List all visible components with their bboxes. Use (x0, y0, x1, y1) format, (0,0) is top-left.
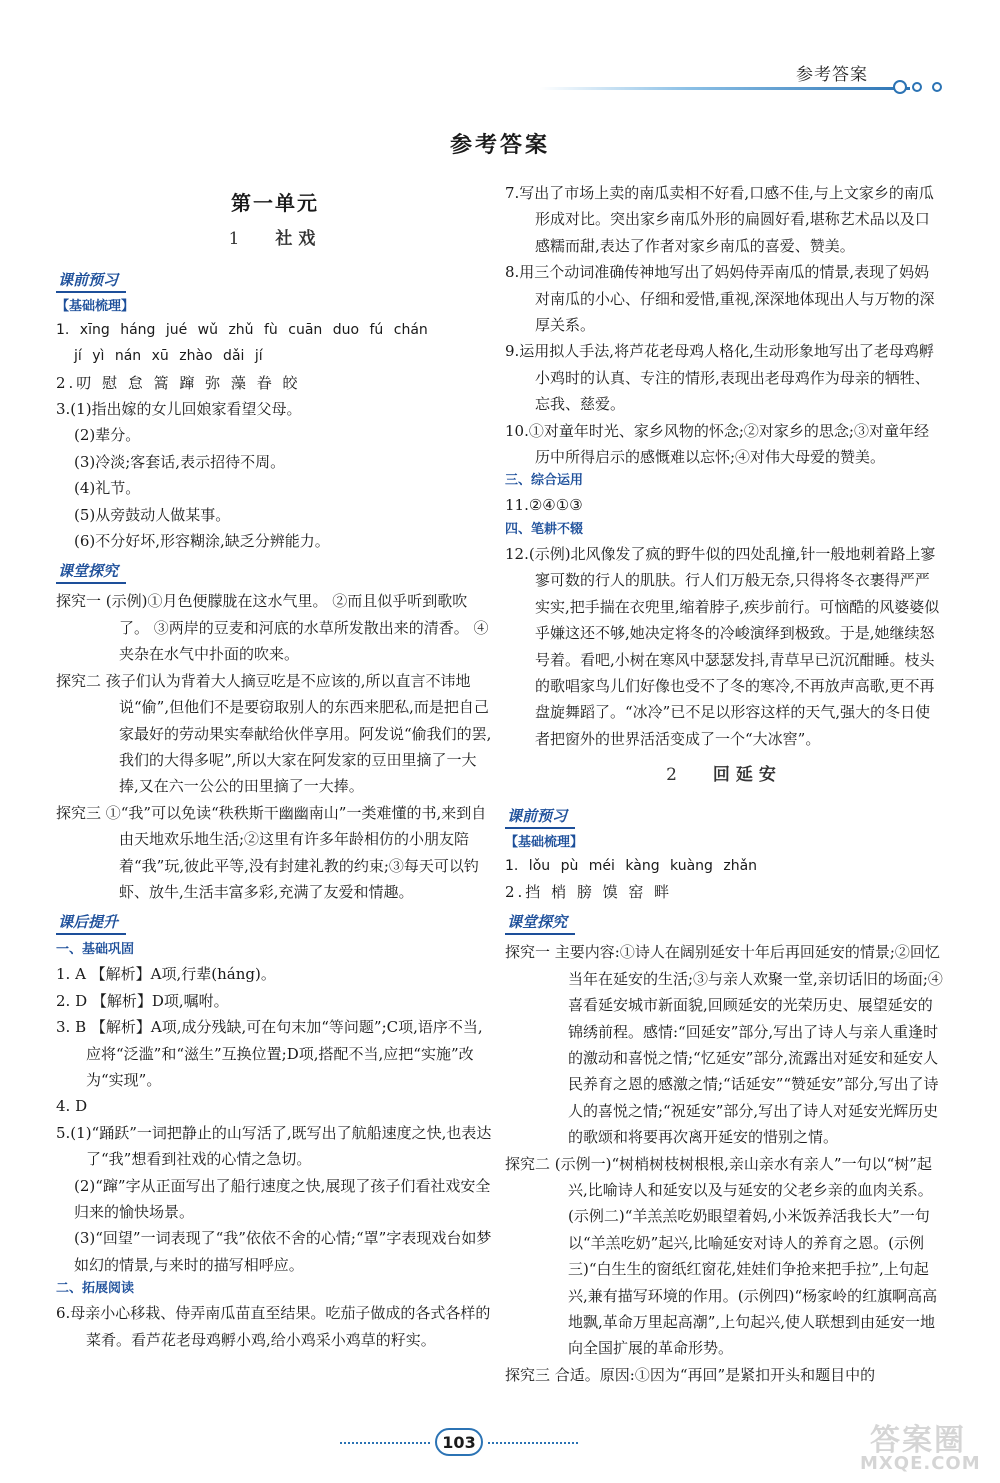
answer-line: 1. lǒu pù méi kàng kuàng zhǎn (505, 857, 758, 874)
footer-dotted-rule (340, 1442, 430, 1444)
lesson-title (505, 762, 943, 788)
answer-paragraph: 探究三 ①“我”可以免读“秩秩斯干幽幽南山”一类难懂的书,来到自由天地欢乐地生活;②这里有许多年龄相仿的小朋友陪着“我”玩,彼此平等,没有封建礼教的约束;③每天可以钓虾、放牛,生活丰富多彩,充满了友爱和情趣。 (56, 803, 487, 901)
watermark-url: MXQE.COM (860, 1453, 981, 1474)
answer-paragraph: 8.用三个动词准确传神地写出了妈妈侍弄南瓜的情景,表现了妈妈对南瓜的小心、仔细和爱惜,重视,深深地体现出人与万物的深厚关系。 (505, 263, 935, 335)
answer-line: (3)冷淡;客套话,表示招待不周。 (74, 452, 286, 471)
answer-paragraph: 探究一 (示例)①月色便朦胧在这水气里。 ②而且似乎听到歌吹了。 ③两岸的豆麦和河底的水草所发散出来的清香。 ④夹杂在水气中扑面的吹来。 (56, 592, 489, 664)
lesson-title (56, 226, 494, 252)
lesson-name: 回延安 (712, 765, 782, 786)
header-circle-icon (912, 82, 922, 92)
lesson-number: 1 (228, 229, 246, 250)
section-heading: 课前预习 (505, 805, 575, 829)
answer-line: 2.叨 慰 怠 篙 蹿 弥 藻 眷 皎 (56, 373, 301, 392)
page-title: 参考答案 (449, 133, 550, 158)
left-column (56, 182, 494, 1353)
answer-paragraph: 5.(1)“踊跃”一词把静止的山写活了,既写出了航船速度之快,也表达了“我”想看到社戏的心情之急切。 (56, 1123, 492, 1169)
unit-title: 第一单元 (231, 191, 319, 215)
answer-line: 1. A 【解析】A项,行辈(háng)。 (56, 965, 276, 984)
answer-paragraph: 3. B 【解析】A项,成分残缺,可在句末加“等问题”;C项,语序不当,应将“泛滥”和“滋生”互换位置;D项,搭配不当,应把“实施”改为“实现”。 (56, 1018, 483, 1089)
answer-paragraph: (2)“蹿”字从正面写出了船行速度之快,展现了孩子们看社戏安全归来的愉快场景。 (74, 1176, 491, 1221)
lesson-number: 2 (666, 765, 683, 786)
header-circle-icon (932, 82, 942, 92)
answer-paragraph: 探究二 孩子们认为背着大人摘豆吃是不应该的,所以直言不讳地说“偷”,但他们不是要窃取别人的东西来肥私,而是把自己家最好的劳动果实奉献给伙伴享用。阿发说“偷我们的罢,我们的大得多呢”,所以大家在阿发家的豆田里摘了一大捧,又在六一公公的田里摘了一大捧。 (56, 671, 492, 796)
answer-paragraph: 探究二 (示例一)“树梢树枝树根根,亲山亲水有亲人”一句以“树”起兴,比喻诗人和延安以及与延安的父老乡亲的血肉关系。(示例二)“羊羔羔吃奶眼望着妈,小米饭养活我长大”一句以“羊羔吃奶”起兴,比喻延安对诗人的养育之恩。(示例三)“白生生的窗纸红窗花,娃娃们争抢来把手拉”,上句起兴,兼有描写环境的作用。(示例四)“杨家岭的红旗啊高高地飘,革命万里起高潮”,上句起兴,使人联想到由延安一地向全国扩展的革命形势。 (505, 1154, 938, 1358)
subsection-heading: 四、笔耕不辍 (505, 521, 584, 537)
section-heading: 课前预习 (56, 269, 126, 293)
header-circle-icon (893, 80, 907, 94)
answer-paragraph: 12.(示例)北风像发了疯的野牛似的四处乱撞,针一般地刺着路上寥寥可数的行人的肌肤。行人们万般无奈,只得将冬衣裹得严严实实,把手揣在衣兜里,缩着脖子,疾步前行。可恼酷的风婆婆似乎嫌这还不够,她决定将冬的冷峻演绎到极致。于是,她继续怒号着。看吧,小树在寒风中瑟瑟发抖,青草早已沉沉酣睡。枝头的歌唱家鸟儿们好像也受不了冬的寒冷,不再放声高歌,更不再盘旋舞蹈了。“冰冷”已不足以形容这样的天气,强大的冬日使者把窗外的世界活活变成了一个“大冰窖”。 (505, 544, 940, 748)
section-heading: 课堂探究 (505, 911, 575, 935)
answer-paragraph: 10.①对童年时光、家乡风物的怀念;②对家乡的思念;③对童年经历中所得启示的感慨难以忘怀;④对伟大母爱的赞美。 (505, 421, 929, 467)
watermark-text: 答案圈 (870, 1423, 966, 1458)
right-column (505, 180, 943, 1388)
answer-line: 2.挡 梢 膀 馍 窑 畔 (505, 882, 673, 901)
section-heading: 课堂探究 (56, 560, 126, 584)
answer-line: 2. D 【解析】D项,嘱咐。 (56, 991, 229, 1010)
answer-paragraph: 7.写出了市场上卖的南瓜卖相不好看,口感不佳,与上文家乡的南瓜形成对比。突出家乡南瓜外形的扁圆好看,堪称艺术品以及口感糯而甜,表达了作者对家乡南瓜的喜爱、赞美。 (505, 184, 934, 255)
header-rule (540, 87, 910, 90)
subsection-heading: 一、基础巩固 (56, 942, 135, 958)
page-footer (340, 1428, 580, 1458)
footer-dotted-rule (488, 1442, 578, 1444)
page-header (0, 0, 1000, 110)
answer-line: (4)礼节。 (74, 479, 141, 498)
watermark-logo (860, 1415, 990, 1475)
answer-paragraph: 探究一 主要内容:①诗人在阔别延安十年后再回延安的情景;②回忆当年在延安的生活;③与亲人欢聚一堂,亲切话旧的场面;④喜看延安城市新面貌,回顾延安的光荣历史、展望延安的锦绣前程。感情:“回延安”部分,写出了诗人与亲人重逢时的激动和喜悦之情;“忆延安”部分,流露出对延安和延安人民养育之恩的感激之情;“话延安”“赞延安”部分,写出了诗人的喜悦之情;“祝延安”部分,写出了诗人对延安光辉历史的歌颂和将要再次离开延安的惜别之情。 (505, 943, 943, 1147)
tag-label: 【基础梳理】 (56, 298, 135, 314)
page-number: 103 (435, 1428, 483, 1456)
answer-line: (5)从旁鼓动人做某事。 (74, 505, 231, 524)
answer-line: 4. D (56, 1097, 88, 1116)
answer-line: (2)辈分。 (74, 426, 141, 445)
answer-line: 3.(1)指出嫁的女儿回娘家看望父母。 (56, 400, 302, 419)
answer-line: 11.②④①③ (505, 496, 583, 515)
lesson-name: 社戏 (275, 229, 322, 250)
subsection-heading: 二、拓展阅读 (56, 1281, 135, 1297)
answer-paragraph: 6.母亲小心移栽、侍弄南瓜苗直至结果。吃茄子做成的各式各样的菜肴。看芦花老母鸡孵小鸡,给小鸡采小鸡草的籽实。 (56, 1304, 491, 1349)
section-heading: 课后提升 (56, 911, 126, 935)
subsection-heading: 三、综合运用 (505, 473, 584, 489)
tag-label: 【基础梳理】 (505, 834, 584, 850)
header-label: 参考答案 (796, 65, 868, 85)
answer-paragraph: 探究三 合适。原因:①因为“再回”是紧扣开头和题目中的 (505, 1365, 876, 1384)
answer-paragraph: 9.运用拟人手法,将芦花老母鸡人格化,生动形象地写出了老母鸡孵小鸡时的认真、专注的情形,表现出老母鸡作为母亲的牺牲、忘我、慈爱。 (505, 342, 934, 414)
answer-paragraph: (3)“回望”一词表现了“我”依依不舍的心情;“罩”字表现戏台如梦如幻的情景,与来时的描写相呼应。 (74, 1229, 492, 1274)
answer-line: (6)不分好坏,形容糊涂,缺乏分辨能力。 (74, 532, 330, 551)
answer-line: 1. xīng háng jué wǔ zhǔ fù cuān duo fú chán (56, 321, 428, 338)
answer-line: jí yì nán xū zhào dǎi jí (74, 348, 263, 365)
